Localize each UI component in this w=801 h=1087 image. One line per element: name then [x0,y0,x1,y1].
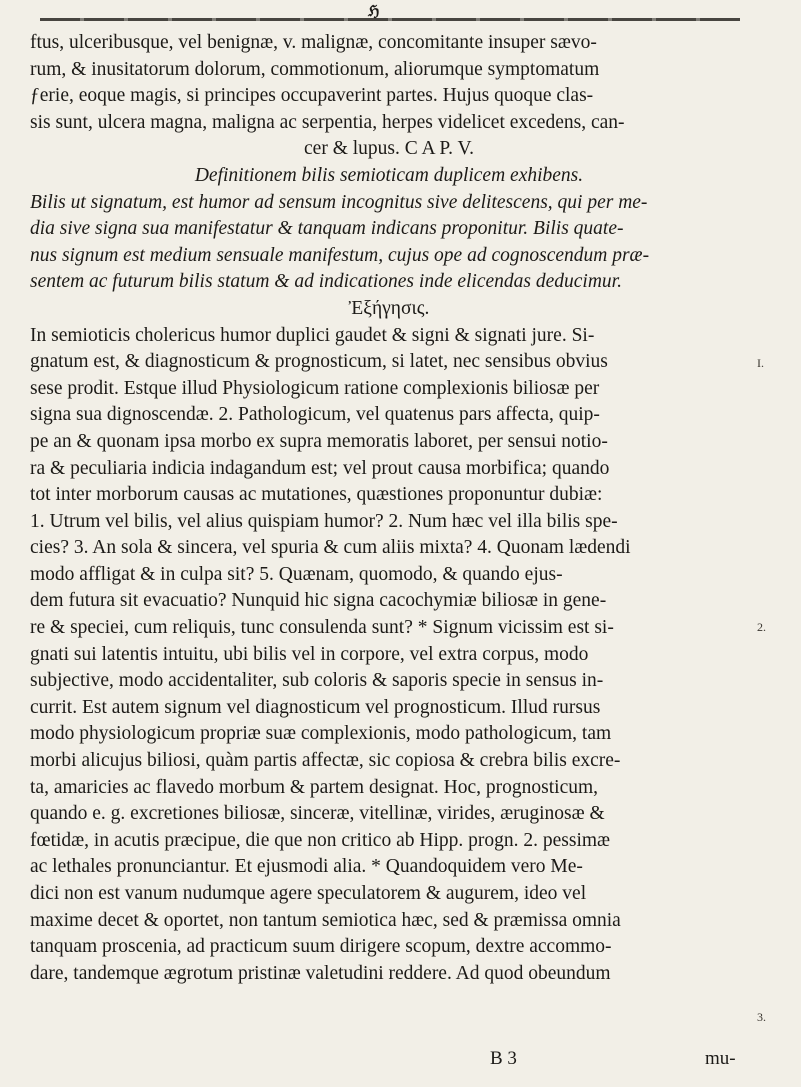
text-line: 1. Utrum vel bilis, vel alius quispiam humor? 2. Num hæc vel illa bilis spe- [30,510,618,532]
top-rule [40,18,740,21]
text-line: fœtidæ, in acutis præcipue, die que non critico ab Hipp. progn. 2. pessimæ [30,829,611,851]
text-line: dem futura sit evacuatio? Nunquid hic signa cacochymiæ biliosæ in gene- [30,590,607,612]
text-line: signa sua dignoscendæ. 2. Pathologicum, vel quatenus pars affecta, quip- [30,404,600,426]
margin-note: 2. [757,620,766,634]
text-line: dare, tandemque ægrotum pristinæ valetudini reddere. Ad quod obeundum [30,962,611,984]
text-line: ta, amaricies ac flavedo morbum & partem designat. Hoc, prognosticum, [30,776,599,798]
text-line: cer & lupus. C A P. V. [304,138,474,160]
text-line: gnatum est, & diagnosticum & prognosticum, si latet, nec sensibus obvius [30,351,608,373]
text-line: cies? 3. An sola & sincera, vel spuria & cum aliis mixta? 4. Quonam lædendi [30,537,631,559]
margin-note: 3. [757,1010,766,1024]
text-line: pe an & quonam ipsa morbo ex supra memoratis laboret, per sensui notio- [30,430,608,452]
signature-mark: B 3 [490,1048,517,1069]
body-text [30,30,748,987]
header-mark: ℌ [368,4,380,20]
text-line: sis sunt, ulcera magna, maligna ac serpentia, herpes videlicet excedens, can- [30,111,625,133]
text-line: nus signum est medium sensuale manifestum, cujus ope ad cognoscendum præ- [30,244,650,266]
text-line: In semioticis cholericus humor duplici gaudet & signi & signati jure. Si- [30,324,595,346]
text-line: ftus, ulceribusque, vel benignæ, v. malignæ, concomitante insuper sævo- [30,32,597,53]
text-line: sentem ac futurum bilis statum & ad indicationes inde elicendas deducimur. [30,271,622,293]
text-line: modo affligat & in culpa sit? 5. Quænam, quomodo, & quando ejus- [30,563,563,585]
text-line: tanquam prosceniа, ad practicum suum dirigere scopum, dextre accommo- [30,936,612,958]
text-line: dia sive signa sua manifestatur & tanquam indicans proponitur. Bilis quate- [30,218,624,240]
text-line: subjective, modo accidentaliter, sub coloris & saporis specie in sensus in- [30,670,604,692]
text-line: tot inter morborum causas ac mutationes, quæstiones proponuntur dubiæ: [30,484,603,506]
catchword: mu- [705,1048,736,1069]
margin-note: I. [757,356,764,370]
text-line: ƒerie, eoque magis, si principes occupaverint partes. Hujus quoque clas- [30,85,594,107]
text-line: Definitionem bilis semioticam duplicem exhibens. [194,164,584,186]
text-line: rum, & inusitatorum dolorum, commotionum, aliorumque symptomatum [30,58,600,80]
text-line: ac lethales pronunciantur. Et ejusmodi alia. * Quandoquidem vero Me- [30,856,583,878]
text-line: quando e. g. excretiones biliosæ, sinceræ, vitellinæ, virides, æruginosæ & [30,803,605,825]
text-line: modo physiologicum propriæ suæ complexionis, modo pathologicum, tam [30,723,612,745]
text-line: morbi alicujus biliosi, quàm partis affectæ, sic copiosa & crebra bilis excre- [30,750,621,772]
text-line: Bilis ut signatum, est humor ad sensum incognitus sive delitescens, qui per me- [30,191,648,213]
text-line: re & speciei, cum reliquis, tunc consulenda sunt? * Signum vicissim est si- [30,617,614,639]
text-line: ra & peculiaria indicia indagandum est; vel prout causa morbifica; quando [30,457,610,479]
text-line: gnati sui latentis intuitu, ubi bilis vel in corpore, vel extra corpus, modo [30,643,589,665]
text-line: dici non est vanum nudumque agere speculatorem & augurem, ideo vel [30,883,587,904]
text-line: currit. Est autem signum vel diagnosticum vel prognosticum. Illud rursus [30,696,601,718]
text-line: Ἐξήγησις. [348,297,430,319]
text-line: sese prodit. Estque illud Physiologicum ratione complexionis biliosæ per [30,377,600,399]
text-line: maxime decet & oportet, non tantum semiotica hæc, sed & præmissa omnia [30,909,621,931]
